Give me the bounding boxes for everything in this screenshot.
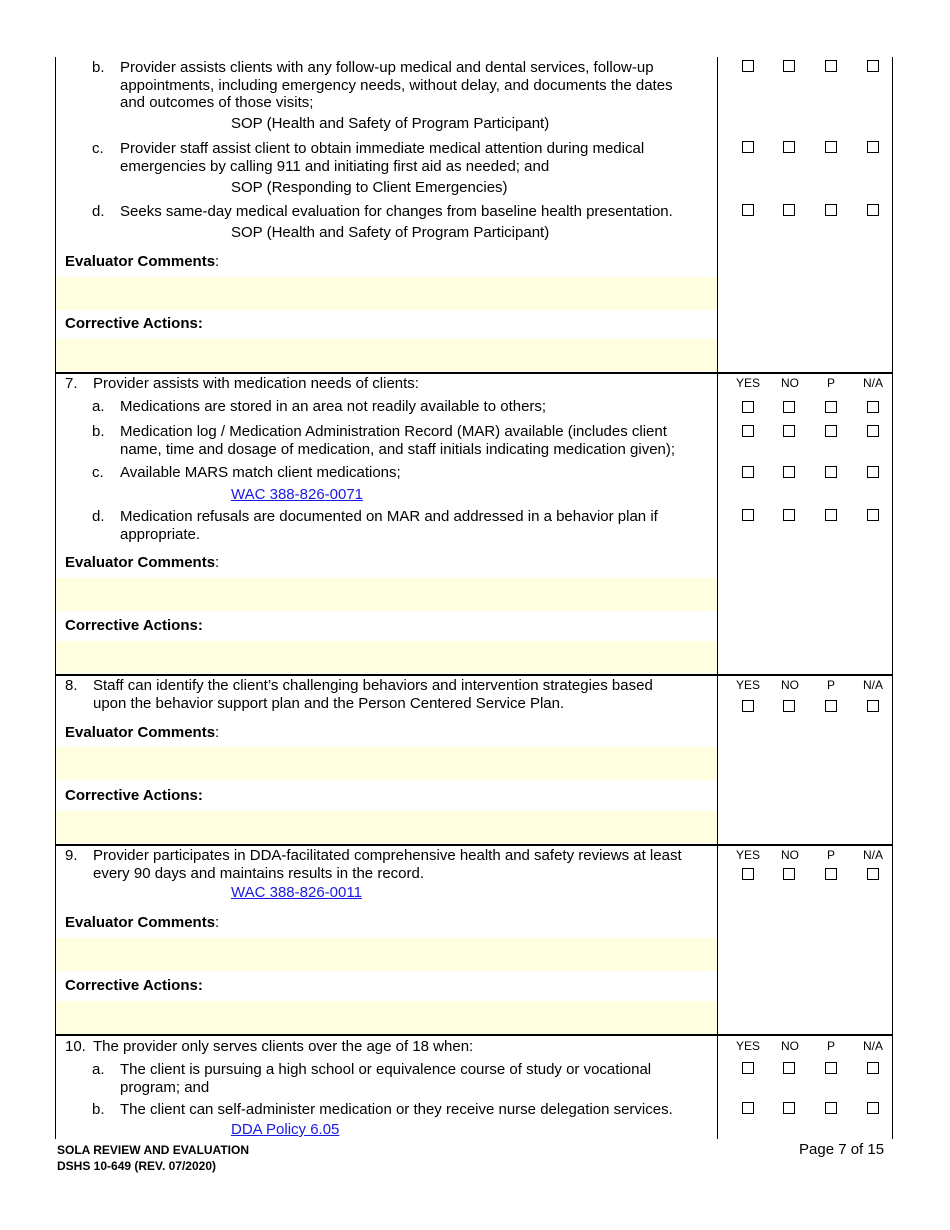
checkbox-na[interactable] xyxy=(867,60,879,72)
section8-evaluator-comments-field[interactable] xyxy=(56,747,717,780)
sop-reference: SOP (Health and Safety of Program Participant) xyxy=(231,115,550,132)
checkbox-p[interactable] xyxy=(825,700,837,712)
col-header-yes: YES xyxy=(735,1039,760,1053)
checkbox-no[interactable] xyxy=(783,425,795,437)
checkbox-p[interactable] xyxy=(825,60,837,72)
section7-corrective-actions-field[interactable] xyxy=(56,641,717,673)
item-text: name, time and dosage of medication, and staff initials indicating medication given); xyxy=(120,440,676,458)
col-header-na: N/A xyxy=(862,678,883,692)
checkbox-yes[interactable] xyxy=(742,401,754,413)
section9-evaluator-comments-field[interactable] xyxy=(56,938,717,971)
checkbox-yes[interactable] xyxy=(742,204,754,216)
checkbox-na[interactable] xyxy=(867,509,879,521)
section7-evaluator-comments-field[interactable] xyxy=(56,578,717,611)
checkbox-no[interactable] xyxy=(783,700,795,712)
form-title: SOLA REVIEW AND EVALUATION xyxy=(57,1143,249,1157)
checkbox-p[interactable] xyxy=(825,509,837,521)
col-header-no: NO xyxy=(781,678,799,692)
item-letter: a. xyxy=(92,398,105,415)
item-text: Medication log / Medication Administration Record (MAR) available (includes client xyxy=(120,423,667,440)
checkbox-p[interactable] xyxy=(825,204,837,216)
col-header-yes: YES xyxy=(735,848,760,862)
checkbox-p[interactable] xyxy=(825,1062,837,1074)
item-text: appointments, including emergency needs, without delay, and documents the dates xyxy=(120,76,673,94)
section8-corrective-actions-field[interactable] xyxy=(56,811,717,843)
form-number: DSHS 10-649 (REV. 07/2020) xyxy=(57,1159,216,1173)
section-text: Staff can identify the client’s challenging behaviors and intervention strategies based xyxy=(93,677,653,694)
item-letter: d. xyxy=(92,203,105,220)
corrective-actions-label: Corrective Actions: xyxy=(65,977,203,994)
item-text: Provider staff assist client to obtain immediate medical attention during medical xyxy=(120,140,645,157)
checkbox-yes[interactable] xyxy=(742,700,754,712)
col-header-yes: YES xyxy=(735,376,760,390)
checkbox-p[interactable] xyxy=(825,141,837,153)
section6-evaluator-comments-field[interactable] xyxy=(56,277,717,310)
checkbox-na[interactable] xyxy=(867,141,879,153)
checkbox-no[interactable] xyxy=(783,204,795,216)
section-number: 10. xyxy=(65,1038,86,1055)
section9-corrective-actions-field[interactable] xyxy=(56,1001,717,1034)
item-letter: b. xyxy=(92,423,105,440)
checkbox-yes[interactable] xyxy=(742,1062,754,1074)
table-right-border xyxy=(892,57,893,1139)
item-letter: b. xyxy=(92,1101,105,1118)
section-text: upon the behavior support plan and the Person Centered Service Plan. xyxy=(93,694,565,712)
wac-link[interactable]: WAC 388-826-0011 xyxy=(231,884,362,901)
item-text: and outcomes of those visits; xyxy=(120,94,314,111)
checkbox-no[interactable] xyxy=(783,868,795,880)
item-text: Available MARS match client medications; xyxy=(120,464,401,481)
item-text: The client can self-administer medication or they receive nurse delegation services. xyxy=(120,1101,673,1118)
checkbox-p[interactable] xyxy=(825,425,837,437)
section-divider xyxy=(55,674,893,676)
section-divider xyxy=(55,372,893,374)
checkbox-no[interactable] xyxy=(783,466,795,478)
checkbox-no[interactable] xyxy=(783,509,795,521)
checkbox-yes[interactable] xyxy=(742,141,754,153)
section-text: Provider participates in DDA-facilitated comprehensive health and safety reviews at least xyxy=(93,847,682,864)
checkbox-p[interactable] xyxy=(825,1102,837,1114)
checkbox-na[interactable] xyxy=(867,1062,879,1074)
section-number: 9. xyxy=(65,847,78,864)
item-letter: a. xyxy=(92,1061,105,1078)
checkbox-no[interactable] xyxy=(783,1062,795,1074)
checkbox-na[interactable] xyxy=(867,868,879,880)
checkbox-yes[interactable] xyxy=(742,425,754,437)
col-header-na: N/A xyxy=(862,848,883,862)
item-text: appropriate. xyxy=(120,525,201,543)
checkbox-na[interactable] xyxy=(867,425,879,437)
col-header-p: P xyxy=(826,678,835,692)
item-text: program; and xyxy=(120,1078,210,1096)
checkbox-no[interactable] xyxy=(783,1102,795,1114)
table-middle-border xyxy=(717,57,718,1139)
col-header-no: NO xyxy=(781,376,799,390)
item-text: Medications are stored in an area not readily available to others; xyxy=(120,398,547,415)
checkbox-p[interactable] xyxy=(825,401,837,413)
item-text: Provider assists clients with any follow-up medical and dental services, follow-up xyxy=(120,59,654,76)
item-text: Medication refusals are documented on MAR and addressed in a behavior plan if xyxy=(120,508,658,525)
item-letter: b. xyxy=(92,59,105,76)
col-header-no: NO xyxy=(781,1039,799,1053)
col-header-na: N/A xyxy=(862,376,883,390)
section-text: every 90 days and maintains results in the record. xyxy=(93,864,425,882)
corrective-actions-label: Corrective Actions: xyxy=(65,315,203,332)
item-text: The client is pursuing a high school or equivalence course of study or vocational xyxy=(120,1061,652,1078)
corrective-actions-label: Corrective Actions: xyxy=(65,787,203,804)
col-header-p: P xyxy=(826,848,835,862)
section-divider xyxy=(55,844,893,846)
evaluator-comments-label: Evaluator Comments: xyxy=(65,914,220,931)
section-title: The provider only serves clients over the age of 18 when: xyxy=(93,1038,474,1055)
section-divider xyxy=(55,1034,893,1036)
evaluator-comments-label: Evaluator Comments: xyxy=(65,724,220,741)
checkbox-na[interactable] xyxy=(867,466,879,478)
dda-policy-link[interactable]: DDA Policy 6.05 xyxy=(231,1121,340,1138)
checkbox-na[interactable] xyxy=(867,700,879,712)
col-header-p: P xyxy=(826,376,835,390)
checkbox-yes[interactable] xyxy=(742,60,754,72)
item-text: emergencies by calling 911 and initiating first aid as needed; and xyxy=(120,157,550,175)
checkbox-no[interactable] xyxy=(783,60,795,72)
checkbox-yes[interactable] xyxy=(742,466,754,478)
section-number: 8. xyxy=(65,677,78,694)
checkbox-p[interactable] xyxy=(825,868,837,880)
item-letter: d. xyxy=(92,508,105,525)
item-letter: c. xyxy=(92,464,104,481)
item-letter: c. xyxy=(92,140,104,157)
sop-reference: SOP (Health and Safety of Program Participant) xyxy=(231,224,550,241)
sop-reference: SOP (Responding to Client Emergencies) xyxy=(231,179,508,196)
col-header-yes: YES xyxy=(735,678,760,692)
item-text: Seeks same-day medical evaluation for changes from baseline health presentation. xyxy=(120,203,673,220)
checkbox-yes[interactable] xyxy=(742,509,754,521)
checkbox-na[interactable] xyxy=(867,204,879,216)
checkbox-na[interactable] xyxy=(867,401,879,413)
table-left-border xyxy=(55,57,56,1139)
page-number: Page 7 of 15 xyxy=(799,1141,885,1158)
evaluator-comments-label: Evaluator Comments: xyxy=(65,554,220,571)
section-number: 7. xyxy=(65,375,78,392)
checkbox-yes[interactable] xyxy=(742,1102,754,1114)
section-title: Provider assists with medication needs of clients: xyxy=(93,375,419,392)
col-header-na: N/A xyxy=(862,1039,883,1053)
checkbox-no[interactable] xyxy=(783,141,795,153)
col-header-p: P xyxy=(826,1039,835,1053)
checkbox-yes[interactable] xyxy=(742,868,754,880)
evaluator-comments-label: Evaluator Comments: xyxy=(65,253,220,270)
checkbox-no[interactable] xyxy=(783,401,795,413)
corrective-actions-label: Corrective Actions: xyxy=(65,617,203,634)
wac-link[interactable]: WAC 388-826-0071 xyxy=(231,486,364,503)
col-header-no: NO xyxy=(781,848,799,862)
checkbox-p[interactable] xyxy=(825,466,837,478)
checkbox-na[interactable] xyxy=(867,1102,879,1114)
section6-corrective-actions-field[interactable] xyxy=(56,339,717,371)
